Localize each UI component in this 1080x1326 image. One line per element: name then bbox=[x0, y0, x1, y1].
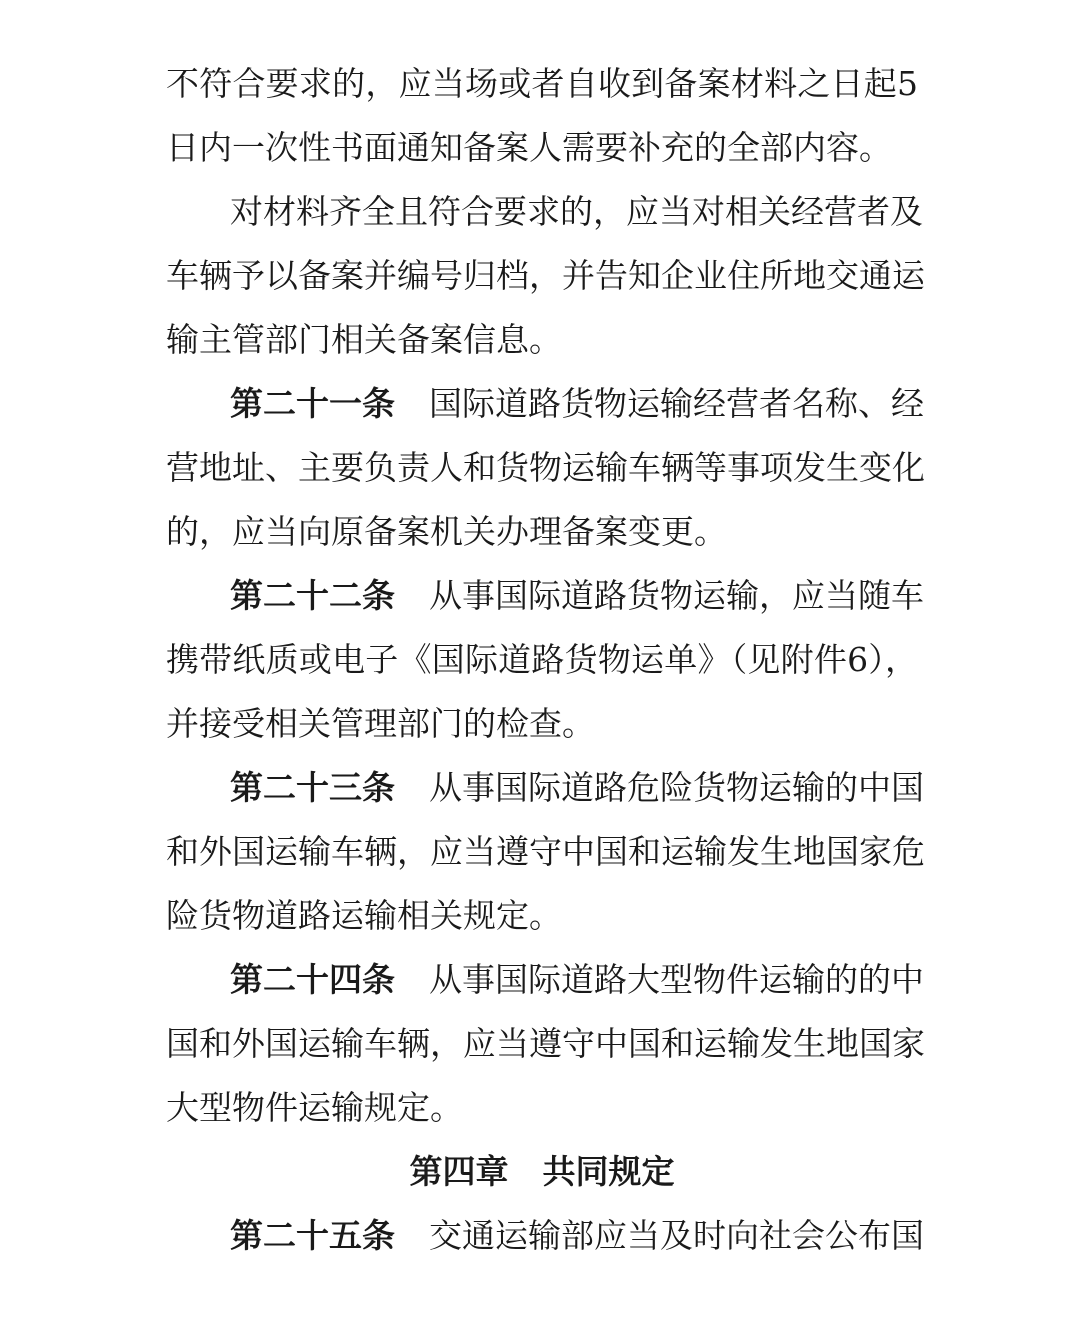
text-line: 营地址、主要负责人和货物运输车辆等事项发生变化 bbox=[166, 448, 925, 487]
article-number: 第二十三条 bbox=[230, 768, 395, 807]
text-line: 车辆予以备案并编号归档，并告知企业住所地交通运 bbox=[166, 256, 925, 295]
article-text: 交通运输部应当及时向社会公布国 bbox=[429, 1216, 924, 1255]
text-line bbox=[166, 372, 924, 436]
text-line: 对材料齐全且符合要求的，应当对相关经营者及 bbox=[230, 192, 923, 231]
article-paragraph bbox=[166, 372, 925, 564]
article-number: 第二十一条 bbox=[230, 384, 395, 423]
text-line: 日内一次性书面通知备案人需要补充的全部内容。 bbox=[166, 128, 892, 167]
article-paragraph bbox=[166, 948, 925, 1140]
article-paragraph bbox=[166, 756, 925, 948]
article-paragraph bbox=[166, 1204, 924, 1268]
text-line: 大型物件运输规定。 bbox=[166, 1088, 463, 1127]
text-line bbox=[166, 948, 924, 1012]
chapter-heading bbox=[166, 1140, 918, 1204]
article-number: 第二十二条 bbox=[230, 576, 395, 615]
article-paragraph bbox=[166, 564, 924, 756]
text-line: 并接受相关管理部门的检查。 bbox=[166, 704, 595, 743]
text-line: 不符合要求的，应当场或者自收到备案材料之日起5 bbox=[166, 64, 918, 103]
text-line bbox=[166, 564, 924, 628]
text-line: 险货物道路运输相关规定。 bbox=[166, 896, 562, 935]
article-text: 从事国际道路货物运输，应当随车 bbox=[429, 576, 924, 615]
text-line: 国和外国运输车辆，应当遵守中国和运输发生地国家 bbox=[166, 1024, 925, 1063]
text-line: 携带纸质或电子《国际道路货物运单》（见附件6）， bbox=[166, 640, 918, 679]
chapter-title: 共同规定 bbox=[542, 1152, 675, 1191]
article-text: 从事国际道路大型物件运输的的中 bbox=[429, 960, 924, 999]
paragraph bbox=[166, 180, 925, 372]
paragraph bbox=[166, 52, 918, 180]
text-line: 的，应当向原备案机关办理备案变更。 bbox=[166, 512, 727, 551]
text-line bbox=[166, 1204, 924, 1268]
document-page bbox=[166, 52, 925, 1268]
article-number: 第二十四条 bbox=[230, 960, 395, 999]
text-line: 输主管部门相关备案信息。 bbox=[166, 320, 562, 359]
article-number: 第二十五条 bbox=[230, 1216, 395, 1255]
article-text: 从事国际道路危险货物运输的中国 bbox=[429, 768, 924, 807]
chapter-number: 第四章 bbox=[409, 1152, 509, 1191]
text-line: 和外国运输车辆，应当遵守中国和运输发生地国家危 bbox=[166, 832, 925, 871]
text-line bbox=[166, 756, 924, 820]
article-text: 国际道路货物运输经营者名称、经 bbox=[429, 384, 924, 423]
